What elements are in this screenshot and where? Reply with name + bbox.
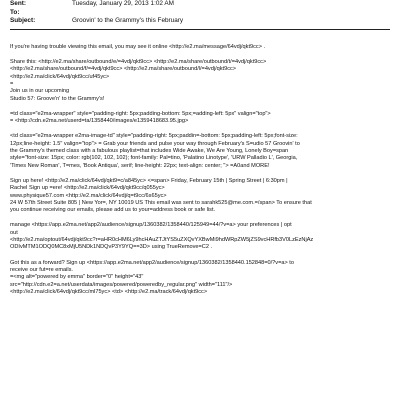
- image-wrapper-paragraph: [10, 111, 390, 126]
- share-paragraph: [10, 59, 390, 103]
- body-line[interactable]: Got this as a forward? Sign up <https://app.e2ma.net/app2/audience/signup/1360382/1358440.152848=0/?v=a> to: [10, 259, 294, 266]
- body-line: Studio 57: Groove'n' to the Grammy's!: [10, 95, 105, 102]
- body-line: you continue receiving our emails, please add us to your=address book or safe list.: [10, 207, 216, 214]
- header-divider: [10, 29, 390, 30]
- body-line: Join us in our upcoming: [10, 88, 70, 95]
- body-line: =<mg alt="powered by emma" border="0" height="43": [10, 274, 144, 281]
- body-line: 'Times New Roman', T=mes, 'Book Antiqua', serif; line-height: 22px; text-align: center; "> =A0and MORE!: [10, 162, 270, 169]
- body-line: =td class="e2ma-wrapper" style="padding-right: 5px;padding-bottom: 5px;=adding-left: 5px" valign="top">: [10, 110, 271, 117]
- to-value: [72, 9, 390, 18]
- body-line[interactable]: manage <https://app.e2ma.net/app2/audience/signup/1360382/1358440/125949=44/?v=a> your preferences | opt: [10, 222, 292, 229]
- to-row: [10, 9, 390, 18]
- body-line[interactable]: If you're having trouble viewing this email, you may see it online <http://e2.ma/message/64vdj/qkt9cc> .: [10, 43, 266, 50]
- body-line[interactable]: = <http://cdn.e2ma.net/userd=ta/1358440/images/e1359418683.95.jpg>: [10, 118, 189, 125]
- body-line: out: [10, 229, 18, 236]
- class-description-paragraph: [10, 133, 390, 169]
- body-line: receive our fut=re emails.: [10, 266, 73, 273]
- body-line[interactable]: <http://e2.ma/click/64vdj/qkt9cc/uf45yc>: [10, 73, 110, 80]
- body-line: the Grammy's themed class with a fabulous playlist=that includes Wide Awake, We Are Young, Lonely Boy=span: [10, 148, 289, 155]
- signup-paragraph: [10, 178, 390, 214]
- body-line[interactable]: Rachel Sign up =ere! <http://e2.ma/click/64vdj/qkt9cc/q055yc>: [10, 185, 165, 192]
- body-line[interactable]: <http://e2.ma/share/outbound/f/=4vdj/qkt9cc> <http://e2.ma/share/outbound/l/=4vdj/qkt9cc>: [10, 66, 237, 73]
- body-line[interactable]: www.physique57.com <http://e2.ma/click/64vdj/q=t9cc/6s65yc>: [10, 192, 167, 199]
- sent-label: Sent:: [10, 0, 26, 7]
- sent-row: [10, 0, 390, 9]
- email-body: [10, 44, 390, 296]
- view-online-paragraph: [10, 44, 390, 51]
- sent-value: Tuesday, January 29, 2013 1:02 AM: [72, 0, 174, 7]
- body-line: style="font-size: 15px; color: rgb(102, 102, 102); font-family: Pal=tino, 'Palatino Linotype', 'URW Palladio L', Georgia,: [10, 155, 298, 162]
- subject-value: Groovin' to the Grammy's this February: [72, 17, 184, 25]
- body-line: 24 W 57th Street Suite 805 | New Yor=, NY 10019 US This email was sent to sarahk525@me.com.=/span> To ensure that: [10, 199, 312, 206]
- forward-signup-paragraph: [10, 260, 390, 296]
- body-line: =: [10, 80, 14, 87]
- subject-row: [10, 17, 390, 26]
- body-line: ODIvMTM1ODQ0MC8xMjU5NDk1NDQvP3Y9YQ==3D> using TrueRemove=C2 .: [10, 244, 213, 251]
- subject-label: Subject:: [10, 17, 36, 25]
- body-line[interactable]: Share this: <http://e2.ma/share/outbound/e/=4vdj/qkt9cc> <http://e2.ma/share/outbound/t/=4vdj/qkt9cc>: [10, 59, 267, 66]
- to-label: To:: [10, 8, 20, 16]
- body-line[interactable]: Sign up here! <http://e2.ma/click/64vdj/qkt9=c/a845yc> <=span> Friday, February 15th | Spring Street | 6:30pm |: [10, 177, 288, 184]
- body-line[interactable]: <http://e2.ma/click/64vdj/qkt9cc/ml75yc> <td> <http://e2.ma/track/64vdj/qkt9cc>: [10, 288, 208, 295]
- body-line[interactable]: <http://e2.ma/optout/64vdj/qkt9cc?r=aHR0cHM6Ly9hcHAuZTJtYS5uZXQvYXBwMi9hdWRpZW5jZS9vcHRfb3V0LzEzNjAz: [10, 237, 314, 244]
- manage-preferences-paragraph: [10, 222, 390, 251]
- body-line: <td class="e2ma-wrapper e2ma-image-td" style="padding-right: 5px;paddin=-bottom: 5px;padding-left: 5px;font-size:: [10, 133, 298, 140]
- email-header: [10, 0, 390, 30]
- body-line: 12px;line-height: 1.5" valign="top"> = Grab your friends and pulse your way through February's S=udio 57 Groovin' to: [10, 140, 300, 147]
- body-line: src="http://cdn.e2=a.net/userdata/images/powered/poweredby_regular.png" width="111"/>: [10, 281, 233, 288]
